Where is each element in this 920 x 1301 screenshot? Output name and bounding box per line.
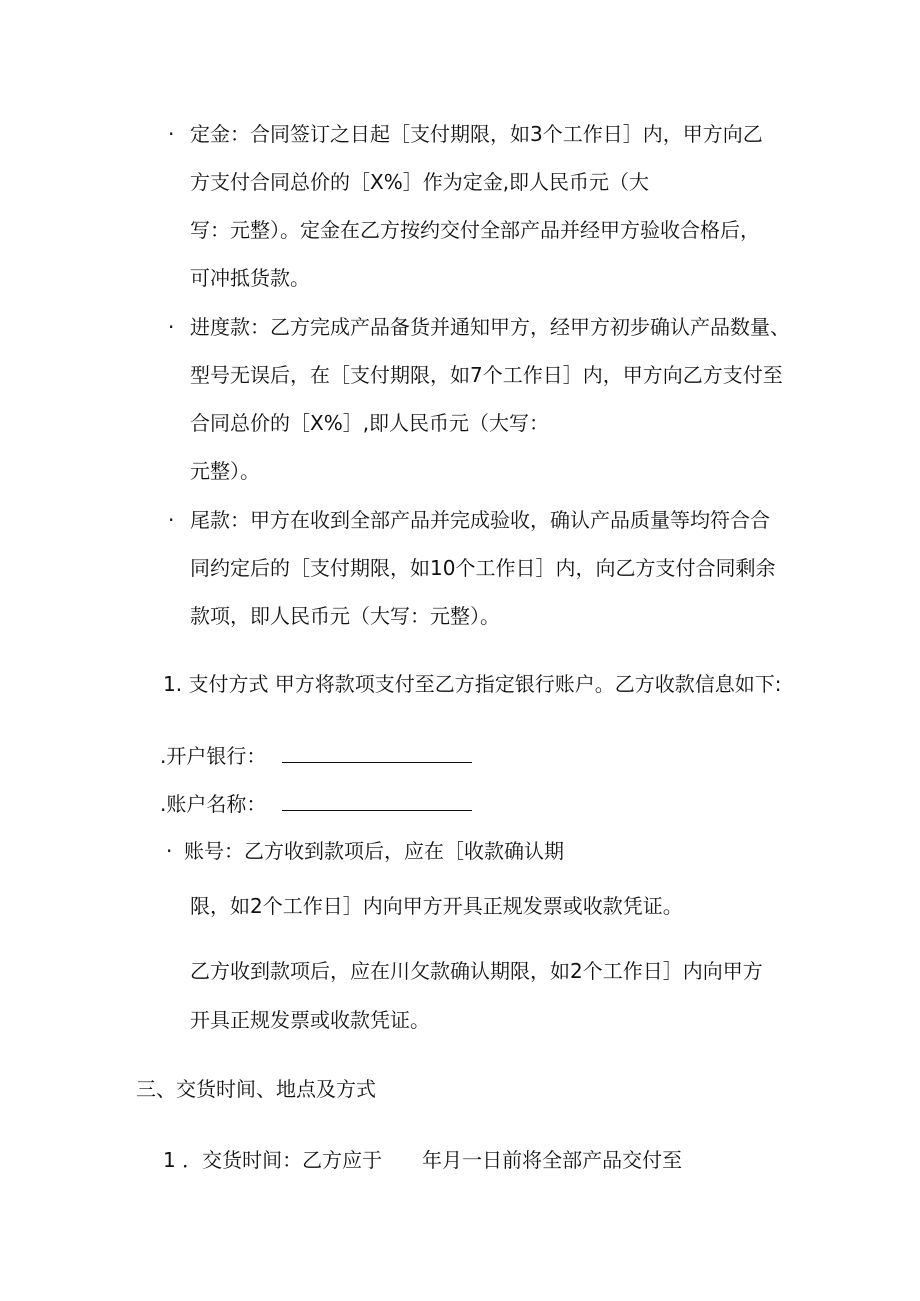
repeat-line-2: 开具正规发票或收款凭证。: [190, 1008, 430, 1032]
progress-line-1: 进度款：乙方完成产品备货并通知甲方，经甲方初步确认产品数量、: [190, 315, 790, 339]
deposit-line-4: 可冲抵货款。: [190, 266, 310, 290]
repeat-line-1: 乙方收到款项后，应在川攵款确认期限，如2个工作日］内向甲方: [190, 959, 763, 983]
delivery-time-line: [163, 1145, 682, 1175]
progress-line-3: 合同总价的［X%］,即人民币元（大写：: [190, 411, 550, 435]
account-no-bullet: ·: [166, 839, 173, 863]
final-line-3: 款项，即人民币元（大写：元整）。: [190, 604, 500, 628]
final-line-2: 同约定后的［支付期限，如10个工作日］内，向乙方支付合同剩余: [190, 556, 776, 580]
deposit-bullet: ·: [168, 122, 175, 146]
deposit-line-3: 写：元整）。定金在乙方按约交付全部产品并经甲方验收合格后，: [190, 218, 760, 242]
account-name-row: [160, 788, 472, 818]
account-no-line-1: 账号：乙方收到款项后，应在［收款确认期: [184, 839, 564, 863]
account-name-label: .账户名称：: [160, 792, 267, 816]
section-3-heading: 三、交货时间、地点及方式: [136, 1077, 376, 1101]
progress-line-2: 型号无误后，在［支付期限，如7个工作日］内，甲方向乙方支付至: [190, 363, 783, 387]
deposit-line-2: 方支付合同总价的［X%］作为定金,即人民币元（大: [190, 170, 650, 194]
final-bullet: ·: [168, 508, 175, 532]
delivery-number: 1: [163, 1148, 176, 1172]
account-no-line-2: 限，如2个工作日］内向甲方开具正规发票或收款凭证。: [190, 894, 683, 918]
delivery-text-b: 年月一日前将全部产品交付至: [422, 1148, 683, 1172]
account-name-blank: [282, 788, 472, 811]
bank-name-blank: [282, 740, 472, 763]
progress-line-4: 元整）。: [190, 459, 260, 483]
bank-name-row: [160, 740, 472, 770]
progress-bullet: ·: [168, 315, 175, 339]
payment-method-paragraph: 1. 支付方式 甲方将款项支付至乙方指定银行账户。乙方收款信息如下:: [163, 672, 782, 696]
final-line-1: 尾款：甲方在收到全部产品并完成验收，确认产品质量等均符合合: [190, 508, 770, 532]
deposit-line-1: 定金：合同签订之日起［支付期限，如3个工作日］内，甲方向乙: [190, 122, 763, 146]
bank-name-label: .开户银行：: [160, 744, 267, 768]
delivery-text-a: ．交货时间：乙方应于: [182, 1148, 383, 1172]
